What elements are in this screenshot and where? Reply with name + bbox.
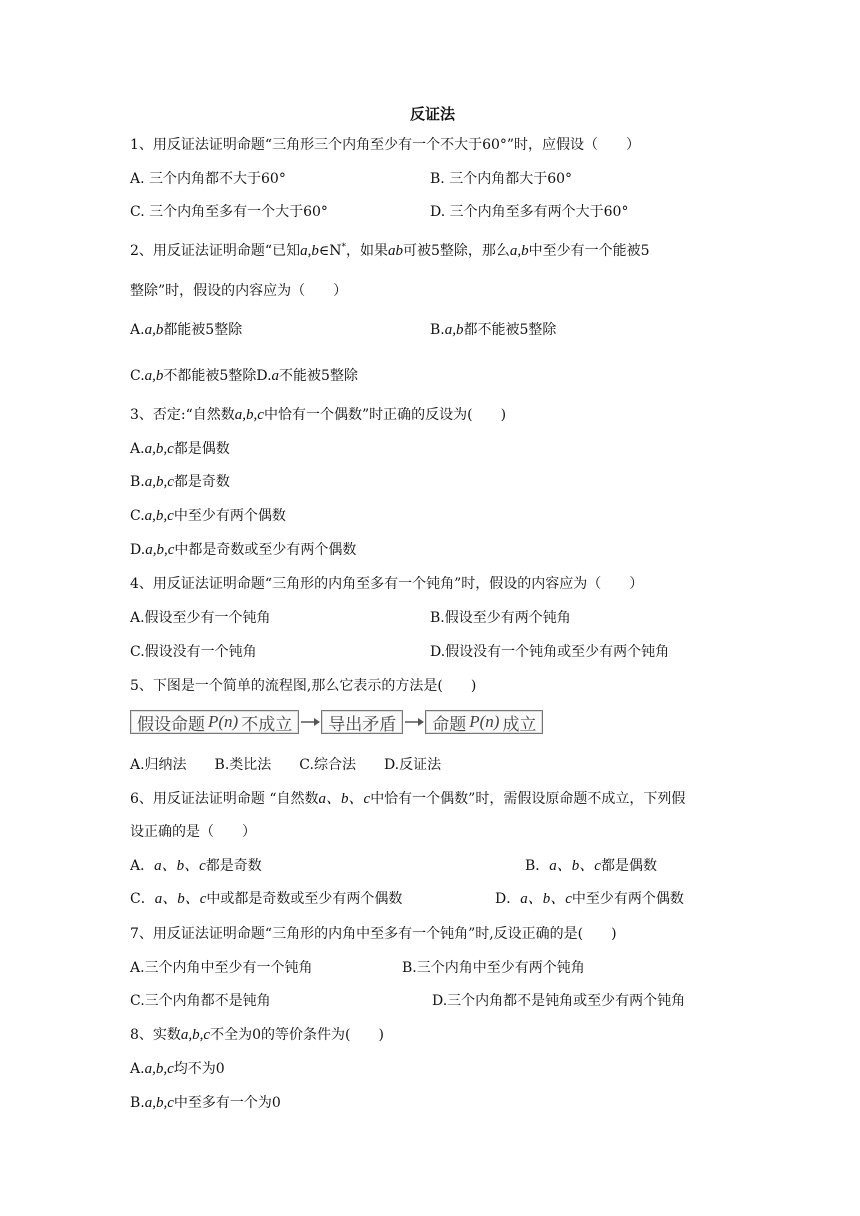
q6-d-prefix: D． <box>495 891 521 907</box>
q3-d-prefix: D. <box>130 542 146 558</box>
q2-stem-part4: 中至少有一个能被5 <box>528 243 650 259</box>
question-2-option-a <box>130 321 242 339</box>
q2-a-var: a,b <box>144 322 164 338</box>
q8-stem-var: a,b,c <box>180 1027 211 1043</box>
q6-a-prefix: A． <box>130 858 155 874</box>
q2-a-text: 都能被5整除 <box>163 322 243 338</box>
question-7-option-a: A.三个内角中至少有一个钝角 <box>130 960 313 976</box>
question-2-option-cd <box>130 367 358 385</box>
q8-a-prefix: A. <box>130 1061 145 1077</box>
q2-b-var: a,b <box>444 322 464 338</box>
q3-stem-part1: 3、否定:“自然数 <box>130 407 235 423</box>
q6-c-var: a、b、c <box>154 891 207 907</box>
question-6-stem <box>130 790 685 808</box>
q6-stem-part1: 6、用反证法证明命题 “自然数 <box>130 791 319 807</box>
question-1-option-d: D. 三个内角至多有两个大于60° <box>430 204 629 220</box>
q8-b-prefix: B. <box>130 1095 145 1111</box>
q8-b-text: 中至多有一个为0 <box>173 1095 281 1111</box>
q2-stem-part3: 可被5整除，那么 <box>402 243 510 259</box>
question-3-option-c <box>130 507 286 525</box>
q6-a-text: 都是奇数 <box>205 858 262 874</box>
flowchart-arrow-2 <box>403 711 425 733</box>
question-6-option-d <box>495 890 684 908</box>
q2-b-text: 都不能被5整除 <box>463 322 557 338</box>
question-7-option-b: B.三个内角中至少有两个钝角 <box>402 960 585 976</box>
question-4-stem: 4、用反证法证明命题“三角形的内角至多有一个钝角”时，假设的内容应为（ ） <box>130 576 644 592</box>
question-3-option-a <box>130 440 230 458</box>
question-6-option-b <box>525 857 657 875</box>
question-3-option-b <box>130 473 230 491</box>
q2-d-var: a <box>271 368 280 384</box>
question-7-stem: 7、用反证法证明命题“三角形的内角中至多有一个钝角”时,反设正确的是( ) <box>130 926 617 942</box>
flow-box2-text: 导出矛盾 <box>328 714 397 735</box>
question-2-stem <box>130 242 650 260</box>
question-1-option-c: C. 三个内角至多有一个大于60° <box>130 204 328 220</box>
question-8-option-b <box>130 1094 281 1112</box>
q8-b-var: a,b,c <box>144 1095 174 1111</box>
q6-stem-var: a、b、c <box>318 791 371 807</box>
q3-a-var: a,b,c <box>144 441 174 457</box>
q2-ab2: a,b <box>509 243 529 259</box>
question-4-option-b: B.假设至少有两个钝角 <box>430 610 571 626</box>
q8-a-text: 均不为0 <box>173 1061 225 1077</box>
flowchart-box-contradiction <box>321 710 403 734</box>
flowchart-arrow-1 <box>299 711 321 733</box>
q3-a-text: 都是偶数 <box>173 441 230 457</box>
q3-b-prefix: B. <box>130 474 145 490</box>
question-6-stem-line2: 设正确的是（ ） <box>130 824 256 840</box>
q2-d-text: 不能被5整除 <box>279 368 358 384</box>
q2-set-in: ∈N <box>318 243 342 259</box>
question-6-option-c <box>130 890 402 908</box>
arrow-right-icon <box>299 717 321 727</box>
q8-stem-part1: 8、实数 <box>130 1027 181 1043</box>
q2-c-var: a,b <box>144 368 164 384</box>
q3-stem-part2: 中恰有一个偶数”时正确的反设为( ) <box>263 407 507 423</box>
question-1-option-b: B. 三个内角都大于60° <box>430 171 573 187</box>
q2-c-text: 不都能被5整除 <box>163 368 257 384</box>
q6-d-text: 中至少有两个偶数 <box>571 891 684 907</box>
q2-set-var: a,b <box>300 243 319 259</box>
question-4-option-d: D.假设没有一个钝角或至少有两个钝角 <box>430 644 670 660</box>
q3-c-var: a,b,c <box>144 508 174 524</box>
page-title: 反证法 <box>410 105 456 123</box>
q3-c-prefix: C. <box>130 508 145 524</box>
q6-d-var: a、b、c <box>520 891 572 907</box>
q6-b-prefix: B． <box>525 858 550 874</box>
q3-c-text: 中至少有两个偶数 <box>173 508 286 524</box>
flowchart-box-assume <box>130 710 299 734</box>
q6-b-var: a、b、c <box>549 858 601 874</box>
question-4-option-a: A.假设至少有一个钝角 <box>130 610 271 626</box>
q2-c-prefix: C. <box>130 368 145 384</box>
q2-a-prefix: A. <box>130 322 145 338</box>
q2-d-prefix: D. <box>256 368 272 384</box>
q2-ab: ab <box>387 243 403 259</box>
q3-b-text: 都是奇数 <box>173 474 230 490</box>
q3-a-prefix: A. <box>130 441 145 457</box>
q6-c-text: 中或都是奇数或至少有两个偶数 <box>206 891 403 907</box>
q2-b-prefix: B. <box>430 322 445 338</box>
q6-b-text: 都是偶数 <box>600 858 657 874</box>
q2-stem-part1: 2、用反证法证明命题“已知 <box>130 243 301 259</box>
flow-box1-text-a: 假设命题 <box>137 714 205 735</box>
question-2-stem-line2: 整除”时，假设的内容应为（ ） <box>130 283 348 299</box>
q3-b-var: a,b,c <box>144 474 174 490</box>
q3-d-text: 中都是奇数或至少有两个偶数 <box>174 542 357 558</box>
question-5-options: A.归纳法 B.类比法 C.综合法 D.反证法 <box>130 757 442 773</box>
q8-stem-part2: 不全为0的等价条件为( ) <box>210 1027 384 1043</box>
question-7-option-c: C.三个内角都不是钝角 <box>130 993 271 1009</box>
q3-d-var: a,b,c <box>145 542 175 558</box>
flowchart <box>130 708 543 736</box>
q3-stem-var: a,b,c <box>234 407 264 423</box>
q6-stem-part2: 中恰有一个偶数”时，需假设原命题不成立，下列假 <box>370 791 686 807</box>
question-3-stem <box>130 406 506 424</box>
question-6-option-a <box>130 857 262 875</box>
question-3-option-d <box>130 541 356 559</box>
question-1-option-a: A. 三个内角都不大于60° <box>130 171 286 187</box>
q2-set-sup: * <box>341 242 346 253</box>
flowchart-box-conclusion <box>425 710 543 734</box>
question-7-option-d: D.三个内角都不是钝角或至少有两个钝角 <box>432 993 686 1009</box>
q6-c-prefix: C． <box>130 891 155 907</box>
question-8-option-a <box>130 1060 225 1078</box>
question-2-option-b <box>430 321 556 339</box>
question-4-option-c: C.假设没有一个钝角 <box>130 644 257 660</box>
question-1-stem: 1、用反证法证明命题“三角形三个内角至少有一个不大于60°”时，应假设（ ） <box>130 137 641 153</box>
flow-box3-var: P(n) <box>469 712 500 731</box>
arrow-right-icon <box>403 717 425 727</box>
q6-a-var: a、b、c <box>154 858 206 874</box>
flow-box3-text-a: 命题 <box>432 714 467 735</box>
q8-a-var: a,b,c <box>144 1061 174 1077</box>
flow-box1-text-b: 不成立 <box>241 714 293 735</box>
flow-box1-var: P(n) <box>208 712 239 731</box>
q2-stem-part2: ，如果 <box>345 243 388 259</box>
question-8-stem <box>130 1026 384 1044</box>
flow-box3-text-b: 成立 <box>502 714 537 735</box>
question-5-stem: 5、下图是一个简单的流程图,那么它表示的方法是( ) <box>130 678 477 694</box>
